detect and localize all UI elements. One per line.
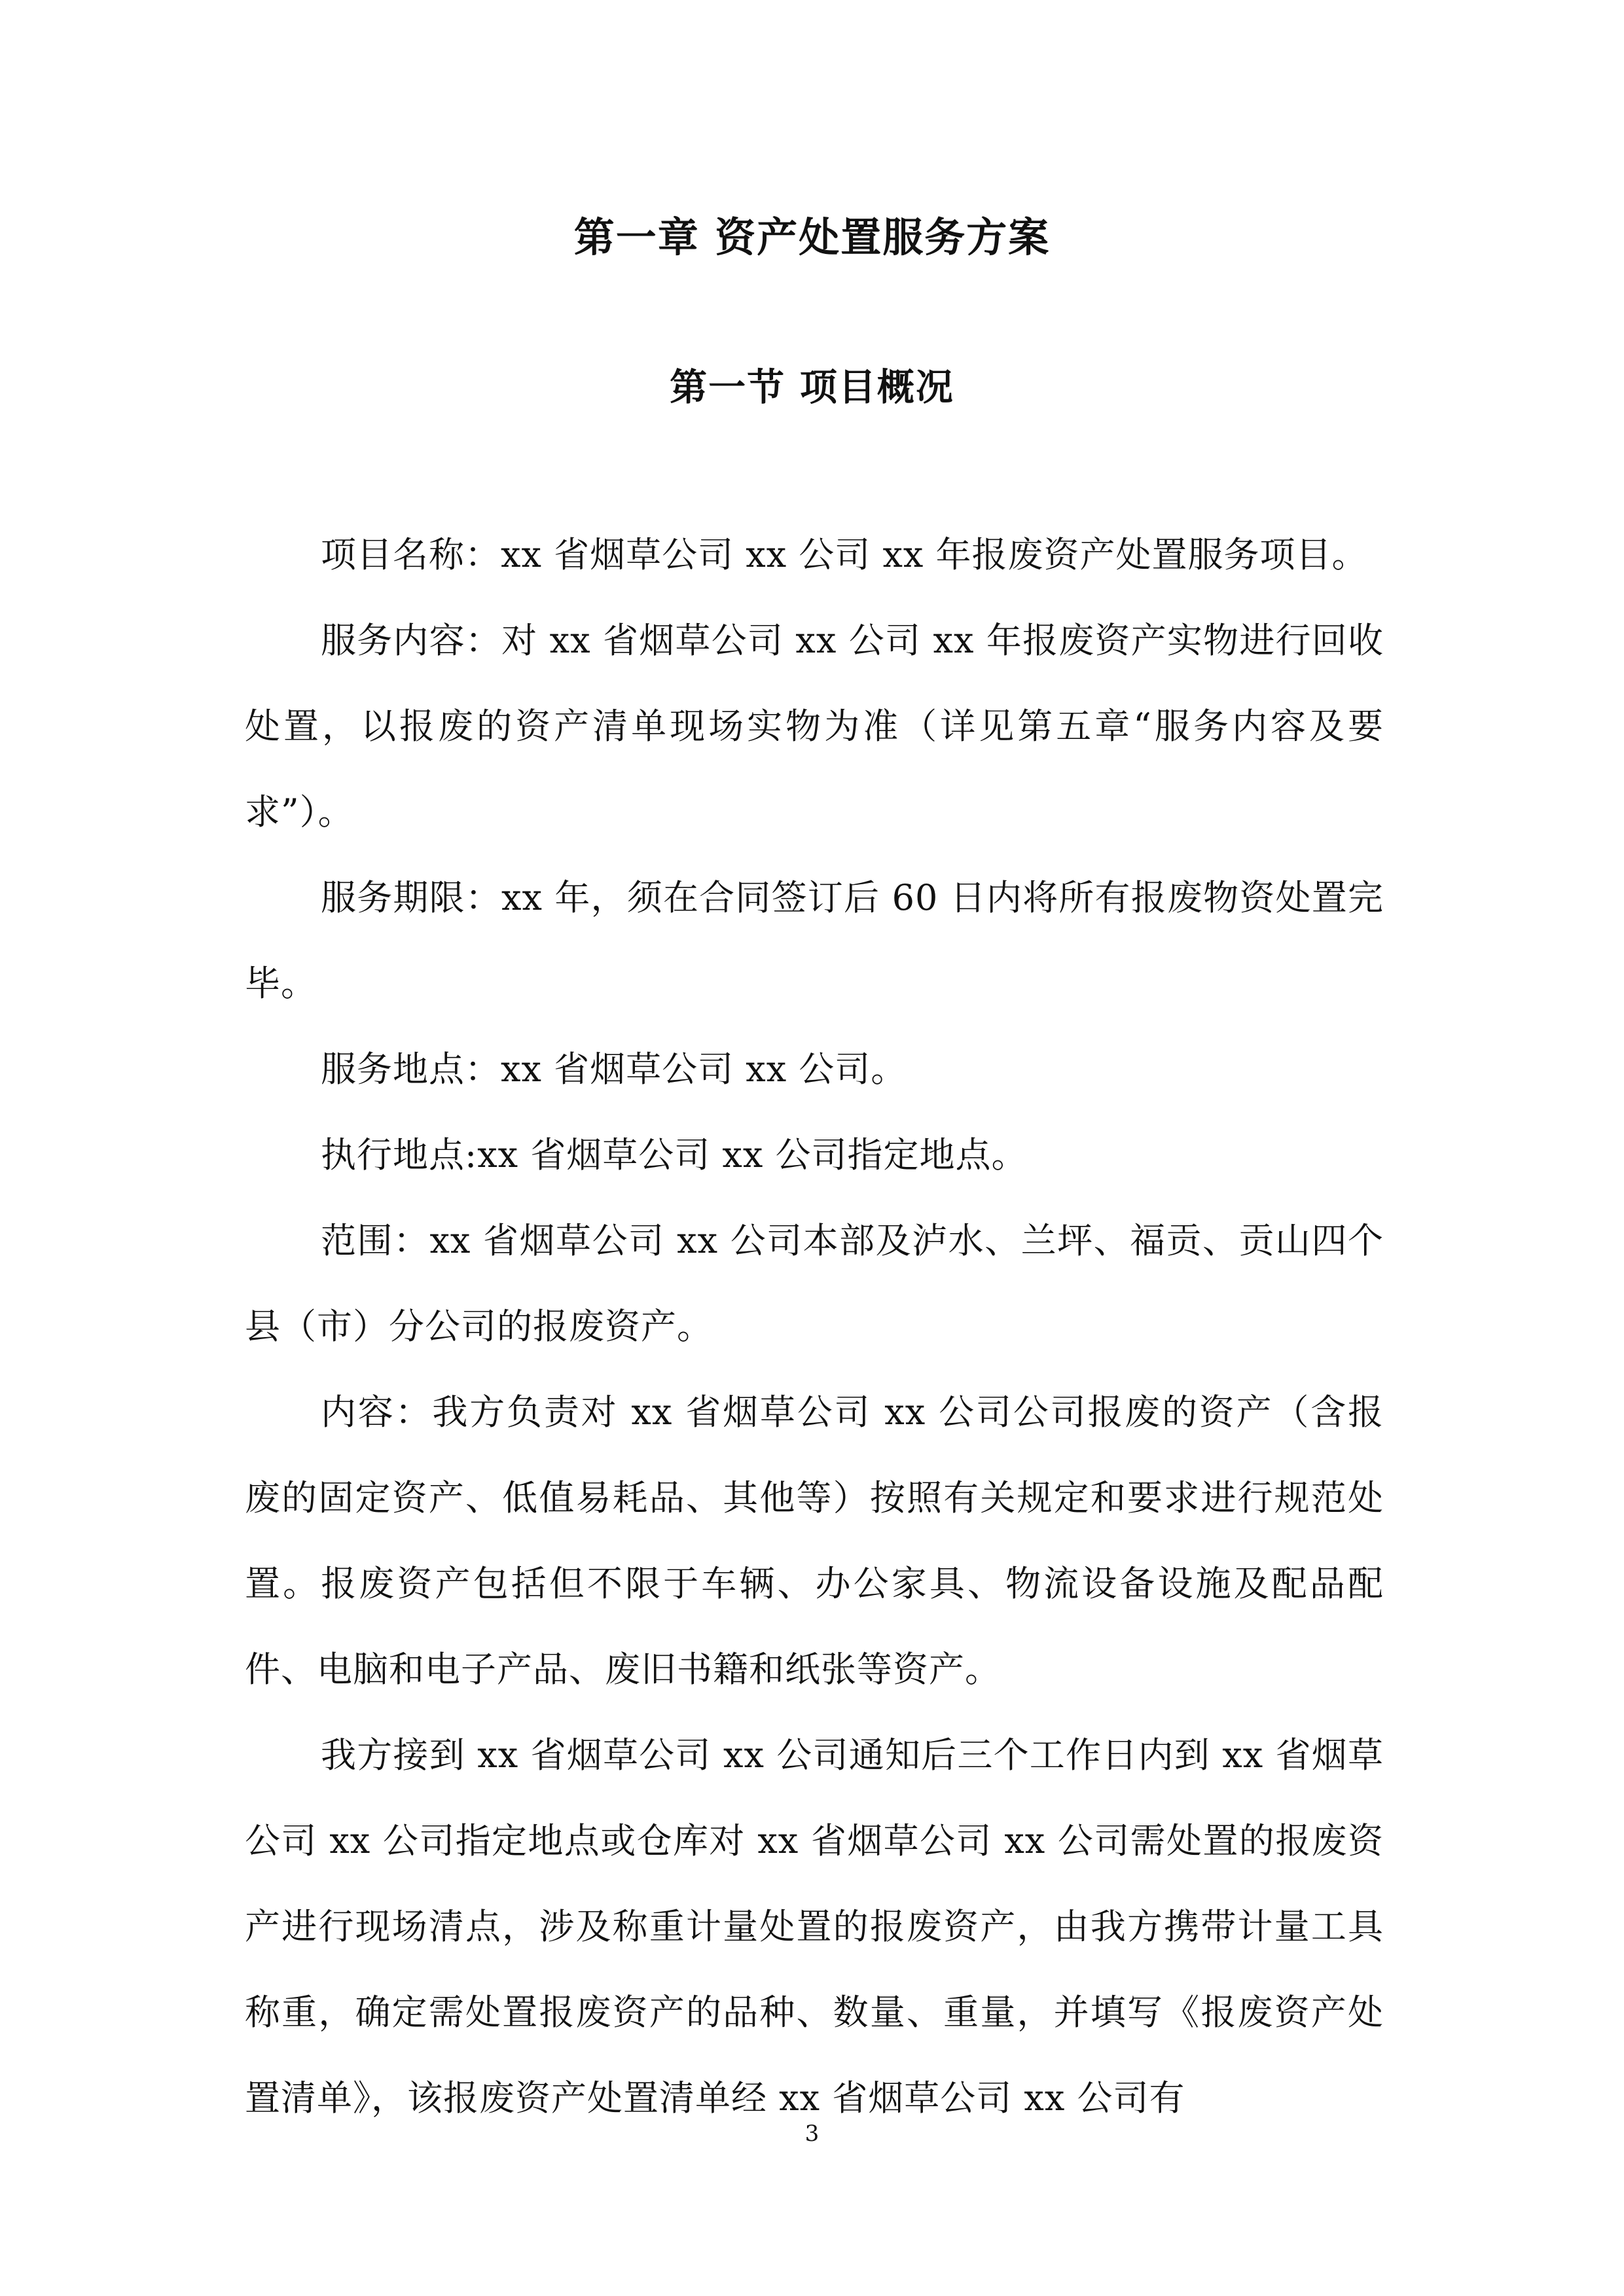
section-title: 第一节 项目概况 — [670, 365, 954, 409]
paragraph-service-content: 服务内容：对 xx 省烟草公司 xx 公司 xx 年报废资产实物进行回收处置，以报废的资产清单现场实物为准（详见第五章“服务内容及要求”）。 — [245, 620, 1384, 833]
paragraph-project-name: 项目名称：xx 省烟草公司 xx 公司 xx 年报废资产处置服务项目。 — [321, 534, 1368, 575]
body-text — [245, 512, 1384, 2141]
paragraph-execution-location: 执行地点:xx 省烟草公司 xx 公司指定地点。 — [321, 1134, 1028, 1175]
paragraph-content: 内容：我方负责对 xx 省烟草公司 xx 公司公司报废的资产（含报废的固定资产、低值易耗品、其他等）按照有关规定和要求进行规范处置。报废资产包括但不限于车辆、办公家具、物流设备设施及配品配件、电脑和电子产品、废旧书籍和纸张等资产。 — [245, 1391, 1384, 1690]
paragraph-service-period: 服务期限：xx 年，须在合同签订后 60 日内将所有报废物资处置完毕。 — [245, 877, 1384, 1004]
page-number: 3 — [804, 2121, 820, 2147]
chapter-title: 第一章 资产处置服务方案 — [573, 213, 1051, 261]
paragraph-service-location: 服务地点：xx 省烟草公司 xx 公司。 — [321, 1049, 907, 1090]
paragraph-scope: 范围：xx 省烟草公司 xx 公司本部及泸水、兰坪、福贡、贡山四个县（市）分公司的报废资产。 — [245, 1220, 1384, 1347]
paragraph-procedure: 我方接到 xx 省烟草公司 xx 公司通知后三个工作日内到 xx 省烟草公司 xx 公司指定地点或仓库对 xx 省烟草公司 xx 公司需处置的报废资产进行现场清点，涉及称重计量处置的报废资产，由我方携带计量工具称重，确定需处置报废资产的品种、数量、重量，并填写《报废资产处置清单》，该报废资产处置清单经 xx 省烟草公司 xx 公司有 — [245, 1734, 1384, 2119]
